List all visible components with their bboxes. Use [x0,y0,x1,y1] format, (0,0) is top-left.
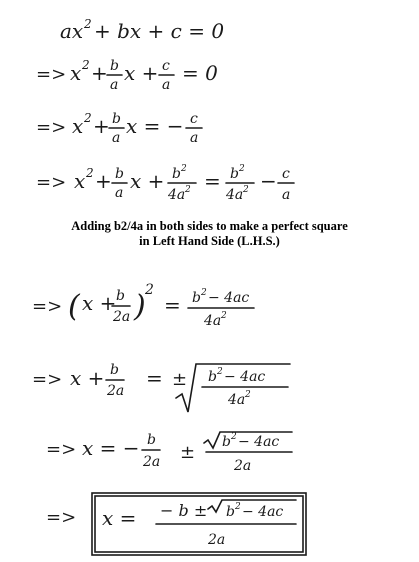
svg-text:2: 2 [217,367,223,377]
svg-text:b: b [230,166,239,182]
step-7-equation [46,432,292,474]
svg-text:b: b [110,58,119,74]
perfect-square-note [20,219,399,249]
note-line-2: in Left Hand Side (L.H.S.) [139,234,280,248]
svg-text:a: a [282,187,291,203]
step-8-final-formula [46,493,306,555]
svg-text:2a: 2a [107,383,125,399]
svg-text:x: x [70,61,82,85]
svg-text:(: ( [68,289,80,324]
svg-text:b: b [112,111,121,127]
step-5-equation [32,282,254,329]
implies-arrow: => [36,117,67,138]
svg-text:b: b [147,432,156,448]
svg-text:b: b [208,369,217,385]
step-1-equation [60,17,224,43]
svg-text:=: = [204,169,221,193]
svg-text:=: = [146,366,163,390]
step-6-equation [32,362,290,412]
step-4-equation [36,164,294,203]
svg-text:b: b [172,166,181,182]
svg-text:x +: x + [130,169,165,193]
svg-text:2: 2 [82,58,90,72]
svg-text:x +: x + [70,366,105,390]
svg-text:x +: x + [82,291,117,315]
svg-text:+: + [91,61,108,85]
svg-text:a: a [112,130,121,146]
svg-text:2: 2 [86,166,94,180]
svg-text:2a: 2a [208,532,226,548]
svg-text:a: a [162,77,171,93]
implies-arrow: => [32,296,63,317]
note-line-1: Adding b2/4a in both sides to make a perfect square [71,219,348,233]
svg-text:4a: 4a [228,392,246,408]
svg-text:+ bx + c = 0: + bx + c = 0 [94,19,225,43]
svg-text:2a: 2a [234,458,252,474]
svg-text:2a: 2a [143,454,161,470]
svg-text:x =: x = [102,506,137,530]
svg-text:2: 2 [243,185,249,195]
svg-text:− 4ac: − 4ac [208,290,250,306]
svg-text:2: 2 [235,502,241,512]
svg-text:c: c [162,58,170,74]
svg-text:x +: x + [124,61,159,85]
svg-text:+: + [93,114,110,138]
svg-text:2: 2 [185,185,191,195]
svg-text:− b ±: − b ± [160,501,208,520]
step-3-equation [36,111,202,146]
svg-text:2: 2 [84,111,92,125]
svg-text:b: b [116,288,125,304]
implies-arrow: => [36,172,67,193]
svg-text:= 0: = 0 [182,61,218,85]
svg-text:− 4ac: − 4ac [242,504,284,520]
svg-text:− 4ac: − 4ac [224,369,266,385]
svg-text:b: b [115,166,124,182]
svg-text:2: 2 [221,311,227,321]
svg-text:c: c [282,166,290,182]
implies-arrow: => [32,369,63,390]
svg-text:±: ± [172,369,188,390]
svg-text:=: = [164,293,181,317]
svg-text:b: b [192,290,201,306]
svg-text:4a: 4a [226,187,244,203]
svg-text:x = −: x = − [126,114,184,138]
svg-text:2: 2 [245,390,251,400]
svg-text:b: b [226,504,235,520]
svg-text:±: ± [180,442,196,463]
svg-text:x = −: x = − [82,436,140,460]
svg-text:4a: 4a [204,313,222,329]
svg-text:− 4ac: − 4ac [238,434,280,450]
svg-text:2: 2 [231,432,237,442]
svg-text:b: b [110,362,119,378]
svg-text:a: a [110,77,119,93]
svg-text:2: 2 [145,282,154,298]
step-2-equation [36,58,218,93]
svg-text:2: 2 [239,164,245,174]
svg-text:−: − [260,169,277,193]
svg-text:a: a [115,185,124,201]
svg-text:4a: 4a [168,187,186,203]
svg-text:a: a [190,130,199,146]
implies-arrow: => [46,439,77,460]
implies-arrow: => [36,64,67,85]
svg-text:b: b [222,434,231,450]
svg-text:2: 2 [84,17,92,31]
svg-text:2a: 2a [113,309,131,325]
svg-text:ax: ax [60,19,84,43]
implies-arrow: => [46,507,77,528]
svg-text:2: 2 [181,164,187,174]
svg-text:x: x [72,114,84,138]
svg-text:x: x [74,169,86,193]
svg-text:+: + [95,169,112,193]
svg-text:2: 2 [201,288,207,298]
svg-text:c: c [190,111,198,127]
svg-text:): ) [134,289,146,324]
